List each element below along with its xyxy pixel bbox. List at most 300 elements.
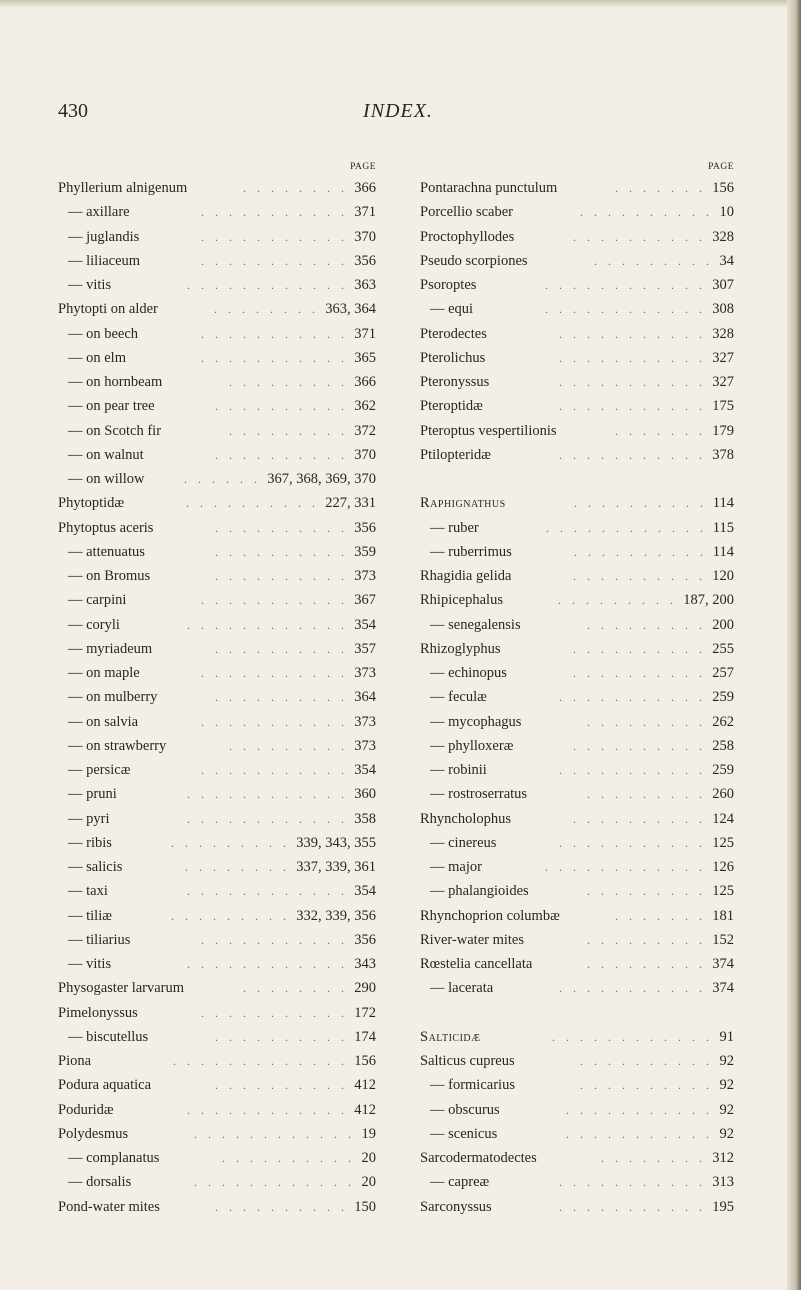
index-entry [58,976,378,1000]
index-entry [58,952,378,976]
entry-page: 92 [719,1077,734,1094]
leader-dots: . . . . . . . . . . . . [187,884,348,899]
index-entry [420,613,736,637]
entry-page: 257 [712,665,734,681]
entry-term: — echinopus [430,665,507,681]
entry-term: — dorsalis [68,1174,132,1191]
leader-dots: . . . . . . . . . . . [201,326,348,341]
leader-dots: . . . . . . . . . . [215,1078,348,1093]
entry-page: 255 [712,640,734,657]
index-entry [58,685,378,709]
entry-term: — on strawberry [68,737,167,754]
index-entry [420,661,736,685]
leader-dots: . . . . . . . . . [587,884,706,899]
index-entry [420,322,736,346]
entry-page: 313 [712,1174,734,1191]
entry-term: Phytoptidæ [58,495,125,512]
entry-page: 259 [712,762,734,778]
entry-term: — on mulberry [68,689,158,706]
index-entry [420,904,736,928]
entry-page: 175 [712,398,734,415]
entry-page: 332, 339, 356 [296,907,376,924]
index-entry [420,346,736,370]
section-gap [420,1001,736,1025]
leader-dots: . . . . . . . . . [587,932,706,947]
leader-dots: . . . . . . . . [243,181,348,195]
leader-dots: . . . . . . . . . . [573,641,706,656]
entry-term: — taxi [68,883,108,900]
entry-page: 115 [712,519,734,536]
entry-term: — on maple [68,665,140,681]
index-entry [420,273,736,297]
entry-term: — on hornbeam [68,374,163,390]
entry-term: — attenuatus [68,543,145,560]
entry-term: — on willow [68,471,145,487]
leader-dots: . . . . . . . . . . . [201,205,348,220]
entry-page: 227, 331 [325,495,376,512]
entry-page: 156 [712,180,734,196]
index-entry [420,1025,736,1049]
entry-page: 262 [712,713,734,730]
leader-dots: . . . . . . . . . . [222,1151,355,1165]
entry-term: — pyri [68,810,110,827]
leader-dots: . . . . . . . . . [587,617,706,632]
entry-page: 308 [712,301,734,318]
entry-term: — biscutellus [68,1028,149,1045]
leader-dots: . . . . . . . . [185,860,290,874]
entry-page: 258 [712,737,734,754]
entry-term: Raphignathus [420,495,506,512]
entry-term: Porcellio scaber [420,204,514,221]
entry-term: — vitis [68,956,112,972]
entry-term: — juglandis [68,228,140,245]
entry-term: — complanatus [68,1150,160,1166]
running-head [58,100,738,130]
entry-term: Ptilopteridæ [420,446,491,463]
index-entry [58,710,378,734]
entry-page: 373 [354,568,376,584]
index-entry [58,419,378,443]
index-entry [58,1001,378,1025]
leader-dots: . . . . . . . . . . [574,544,707,559]
entry-term: — feculæ [430,689,487,706]
entry-term: — ruberrimus [430,543,512,560]
entry-page: 365 [354,349,376,366]
entry-page: 374 [712,980,734,997]
leader-dots: . . . . . . . . . . . [559,375,706,389]
entry-term: — on walnut [68,446,144,463]
entry-page: 312 [712,1150,734,1166]
index-entry [420,297,736,321]
entry-term: Sarcodermatodectes [420,1150,537,1166]
entry-term: Pimelonyssus [58,1004,138,1021]
entry-term: Salticidæ [420,1028,481,1045]
entry-term: — tiliarius [68,931,131,948]
index-entry [58,1146,378,1170]
index-entry [58,273,378,297]
entry-term: Pteroptidæ [420,398,483,415]
entry-page: 337, 339, 361 [296,859,376,875]
index-entry [420,952,736,976]
entry-page: 378 [712,446,734,463]
leader-dots: . . . . . . . . . . . . [187,957,348,971]
index-entry [58,1122,378,1146]
entry-page: 92 [719,1125,734,1142]
index-entry [58,1025,378,1049]
entry-page: 373 [354,665,376,681]
index-entry [58,588,378,612]
index-entry [58,297,378,321]
leader-dots: . . . . . . . . . . [573,569,706,583]
entry-page: 354 [354,883,376,900]
leader-dots: . . . . . . . . . [229,738,348,753]
entry-page: 371 [354,325,376,342]
entry-term: Rhizoglyphus [420,640,501,657]
leader-dots: . . . . . . . . . . [215,544,348,559]
leader-dots: . . . . . . . . . . [573,738,706,753]
entry-term: River-water mites [420,931,524,948]
entry-term: — phylloxeræ [430,737,514,754]
entry-page: 354 [354,616,376,633]
leader-dots: . . . . . . . . . . . . [545,860,706,874]
entry-term: — pruni [68,786,117,803]
entry-term: Psoroptes [420,277,477,293]
index-entry [420,370,736,394]
entry-page: 172 [354,1004,376,1021]
index-entry [420,1170,736,1194]
entry-page: 370 [354,446,376,463]
entry-page: 328 [712,325,734,342]
entry-page: 150 [354,1198,376,1215]
leader-dots: . . . . . . . . . . [573,666,706,680]
leader-dots: . . . . . . . . . . [215,399,348,414]
index-entry [420,685,736,709]
index-entry [420,249,736,273]
entry-term: Rœstelia cancellata [420,956,533,972]
entry-term: — capreæ [430,1174,490,1191]
entry-page: 372 [354,422,376,439]
index-entry [58,225,378,249]
entry-term: Rhyncholophus [420,810,512,827]
leader-dots: . . . . . . . . . [587,957,706,971]
entry-term: Physogaster larvarum [58,980,185,997]
index-entry [420,928,736,952]
leader-dots: . . . . . . . . . . [215,447,348,462]
entry-page: 327 [712,349,734,366]
index-entry [420,831,736,855]
leader-dots: . . . . . . . . . . . [201,253,348,268]
index-entry [58,855,378,879]
leader-dots: . . . . . . . . . . . [201,932,348,947]
index-column-left [58,162,378,1219]
entry-page: 366 [354,180,376,196]
entry-term: Pond-water mites [58,1198,160,1215]
index-entry [58,807,378,831]
entry-term: — senegalensis [430,616,521,633]
entry-page: 363, 364 [325,301,376,318]
entry-page: 328 [712,228,734,245]
index-entry [58,491,378,515]
entry-page: 174 [354,1028,376,1045]
leader-dots: . . . . . . . . . . . . [187,787,348,802]
leader-dots: . . . . . . . . . . . [201,593,348,608]
leader-dots: . . . . . . . . . . [580,1078,713,1093]
index-entry [420,1098,736,1122]
entry-term: — robinii [430,762,487,778]
entry-page: 156 [354,1053,376,1069]
index-entry [420,491,736,515]
index-entry [58,540,378,564]
entry-term: — on Scotch fir [68,422,162,439]
leader-dots: . . . . . . . . . . . [559,690,706,705]
index-entry [420,976,736,1000]
index-entry [58,249,378,273]
entry-term: Poduridæ [58,1101,114,1118]
entry-page: 412 [354,1101,376,1118]
index-entry [58,564,378,588]
index-entry [420,637,736,661]
entry-page: 92 [719,1101,734,1118]
index-entry [58,1170,378,1194]
index-entry [420,419,736,443]
entry-page: 367 [354,592,376,609]
entry-page: 125 [712,883,734,900]
leader-dots: . . . . . . . . . . [215,520,348,535]
entry-term: — ruber [430,519,479,536]
index-entry [58,928,378,952]
section-gap [420,467,736,491]
index-entry [420,807,736,831]
leader-dots: . . . . . . . . . . . [559,326,706,341]
index-entry [58,782,378,806]
index-entry [58,1073,378,1097]
entry-page: 374 [712,956,734,972]
entry-page: 367, 368, 369, 370 [267,471,376,487]
leader-dots: . . . . . . . . . . . . [552,1029,713,1044]
entry-page: 356 [354,931,376,948]
entry-page: 364 [354,689,376,706]
entry-term: — ribis [68,834,112,851]
entry-page: 356 [354,252,376,269]
leader-dots: . . . . . . . [615,181,706,195]
entry-page: 357 [354,640,376,657]
entry-page: 363 [354,277,376,293]
entry-page: 343 [354,956,376,972]
entry-page: 152 [712,931,734,948]
index-entry [58,370,378,394]
entry-page: 125 [712,834,734,851]
entry-page: 373 [354,713,376,730]
entry-term: Polydesmus [58,1125,129,1142]
entry-page: 126 [712,859,734,875]
index-entry [58,904,378,928]
entry-term: — on elm [68,349,126,366]
entry-term: Pseudo scorpiones [420,252,528,269]
index-entry [420,879,736,903]
index-entry [420,1073,736,1097]
index-entry [58,176,378,200]
leader-dots: . . . . . . . . . [587,787,706,802]
entry-term: — on Bromus [68,568,151,584]
leader-dots: . . . . . . . . . . [215,569,348,583]
index-entry [58,200,378,224]
entry-page: 370 [354,228,376,245]
leader-dots: . . . . . . . . . [171,908,290,923]
entry-page: 360 [354,786,376,803]
entry-page: 92 [719,1053,734,1069]
leader-dots: . . . . . . . . . . [215,641,348,656]
entry-term: Pterodectes [420,325,487,342]
index-entry [420,225,736,249]
index-entry [58,467,378,491]
leader-dots: . . . . . . . . . . . [201,229,348,244]
entry-term: — on pear tree [68,398,155,415]
entry-term: — formicarius [430,1077,515,1094]
entry-page: 195 [712,1198,734,1215]
entry-term: Pontarachna punctulum [420,180,558,196]
entry-term: Rhynchoprion columbæ [420,907,560,924]
entry-page: 91 [719,1028,734,1045]
entry-term: Rhipicephalus [420,592,503,609]
entry-page: 412 [354,1077,376,1094]
index-entry [58,637,378,661]
entry-page: 20 [361,1174,376,1191]
entry-term: — vitis [68,277,112,293]
leader-dots: . . . . . . . . . . [580,1054,713,1068]
leader-dots: . . . . . . . . . . . [566,1102,713,1117]
index-entry [58,346,378,370]
entry-term: — axillare [68,204,130,221]
entry-page: 358 [354,810,376,827]
leader-dots: . . . . . . . . . . . . . [173,1054,348,1068]
entry-term: — on beech [68,325,139,342]
leader-dots: . . . . . . . . . . . . [187,278,348,292]
entry-term: Rhagidia gelida [420,568,512,584]
leader-dots: . . . . . . . . . . . [566,1126,713,1141]
index-entry [58,734,378,758]
index-entry [420,1049,736,1073]
entry-term: Phyllerium alnigenum [58,180,188,196]
leader-dots: . . . . . . . . [243,981,348,996]
index-entry [58,1049,378,1073]
entry-page: 366 [354,374,376,390]
leader-dots: . . . . . . . [615,908,706,923]
entry-term: — carpini [68,592,127,609]
leader-dots: . . . . . . . . . . . . [187,811,348,826]
entry-page: 359 [354,543,376,560]
entry-term: — obscurus [430,1101,500,1118]
leader-dots: . . . . . . . . . . . [559,981,706,996]
index-entry [58,516,378,540]
entry-page: 307 [712,277,734,293]
leader-dots: . . . . . . . . . . . . [187,1102,348,1117]
leader-dots: . . . . . . . . . . [215,1029,348,1044]
leader-dots: . . . . . . . . . . . . [194,1175,355,1190]
page-edge-shadow [787,0,801,1290]
entry-term: — phalangioides [430,883,529,900]
leader-dots: . . . . . . . . . . . . [545,302,706,317]
entry-term: Phytoptus aceris [58,519,154,536]
leader-dots: . . . . . . . . . [594,253,713,268]
entry-term: — cinereus [430,834,497,851]
entry-term: Podura aquatica [58,1077,152,1094]
leader-dots: . . . . . . . . . . [580,205,713,220]
entry-page: 19 [361,1125,376,1142]
index-entry [420,1146,736,1170]
index-entry [58,394,378,418]
index-entry [420,540,736,564]
index-entry [420,855,736,879]
leader-dots: . . . . . . . . . . . [559,350,706,365]
leader-dots: . . . . . . . . . . . [201,350,348,365]
entry-term: — myriadeum [68,640,153,657]
entry-page: 114 [712,495,734,512]
entry-page: 290 [354,980,376,997]
entry-page: 327 [712,374,734,390]
index-entry [420,1195,736,1219]
entry-term: Pterolichus [420,349,486,366]
entry-page: 187, 200 [683,592,734,609]
entry-term: — major [430,859,482,875]
leader-dots: . . . . . . . . . . [186,496,319,511]
leader-dots: . . . . . . . . . [558,593,677,608]
page-column-label: PAGE [708,162,734,172]
entry-page: 356 [354,519,376,536]
entry-page: 120 [712,568,734,584]
index-entry [420,758,736,782]
leader-dots: . . . . . . . . . . . [201,714,348,729]
leader-dots: . . . . . . . . . . . . [546,520,707,535]
entry-term: Piona [58,1053,92,1069]
index-entry [420,394,736,418]
entry-term: — tiliæ [68,907,112,924]
leader-dots: . . . . . . . . . . . [559,447,706,462]
index-entry [420,710,736,734]
entry-term: Pteronyssus [420,374,490,390]
leader-dots: . . . . . . . . . [229,375,348,389]
leader-dots: . . . . . . . . . . . [201,763,348,777]
leader-dots: . . . . . . . . . [229,423,348,438]
leader-dots: . . . . . . . . . . [215,690,348,705]
entry-term: Salticus cupreus [420,1053,515,1069]
leader-dots: . . . . . . . . [601,1151,706,1165]
entry-term: — rostroserratus [430,786,528,803]
entry-term: Pteroptus vespertilionis [420,422,557,439]
index-entry [58,661,378,685]
entry-term: Phytopti on alder [58,301,158,318]
page-column-label: PAGE [350,162,376,172]
entry-page: 10 [719,204,734,221]
leader-dots: . . . . . . . . . . . [559,399,706,414]
leader-dots: . . . . . . . . . . . [559,835,706,850]
leader-dots: . . . . . . . . . [171,835,290,850]
entry-page: 339, 343, 355 [296,834,376,851]
leader-dots: . . . . . . . . . . . . [187,617,348,632]
index-entry [420,443,736,467]
leader-dots: . . . . . . . . . . [573,229,706,244]
index-entry [58,322,378,346]
index-entry [58,1195,378,1219]
leader-dots: . . . . . . . . . . . [559,1175,706,1190]
leader-dots: . . . . . . . . . [587,714,706,729]
entry-page: 124 [712,810,734,827]
entry-term: — coryli [68,616,120,633]
index-entry [58,613,378,637]
entry-page: 354 [354,762,376,778]
entry-page: 362 [354,398,376,415]
leader-dots: . . . . . . . . . . . . [545,278,706,292]
entry-page: 179 [712,422,734,439]
